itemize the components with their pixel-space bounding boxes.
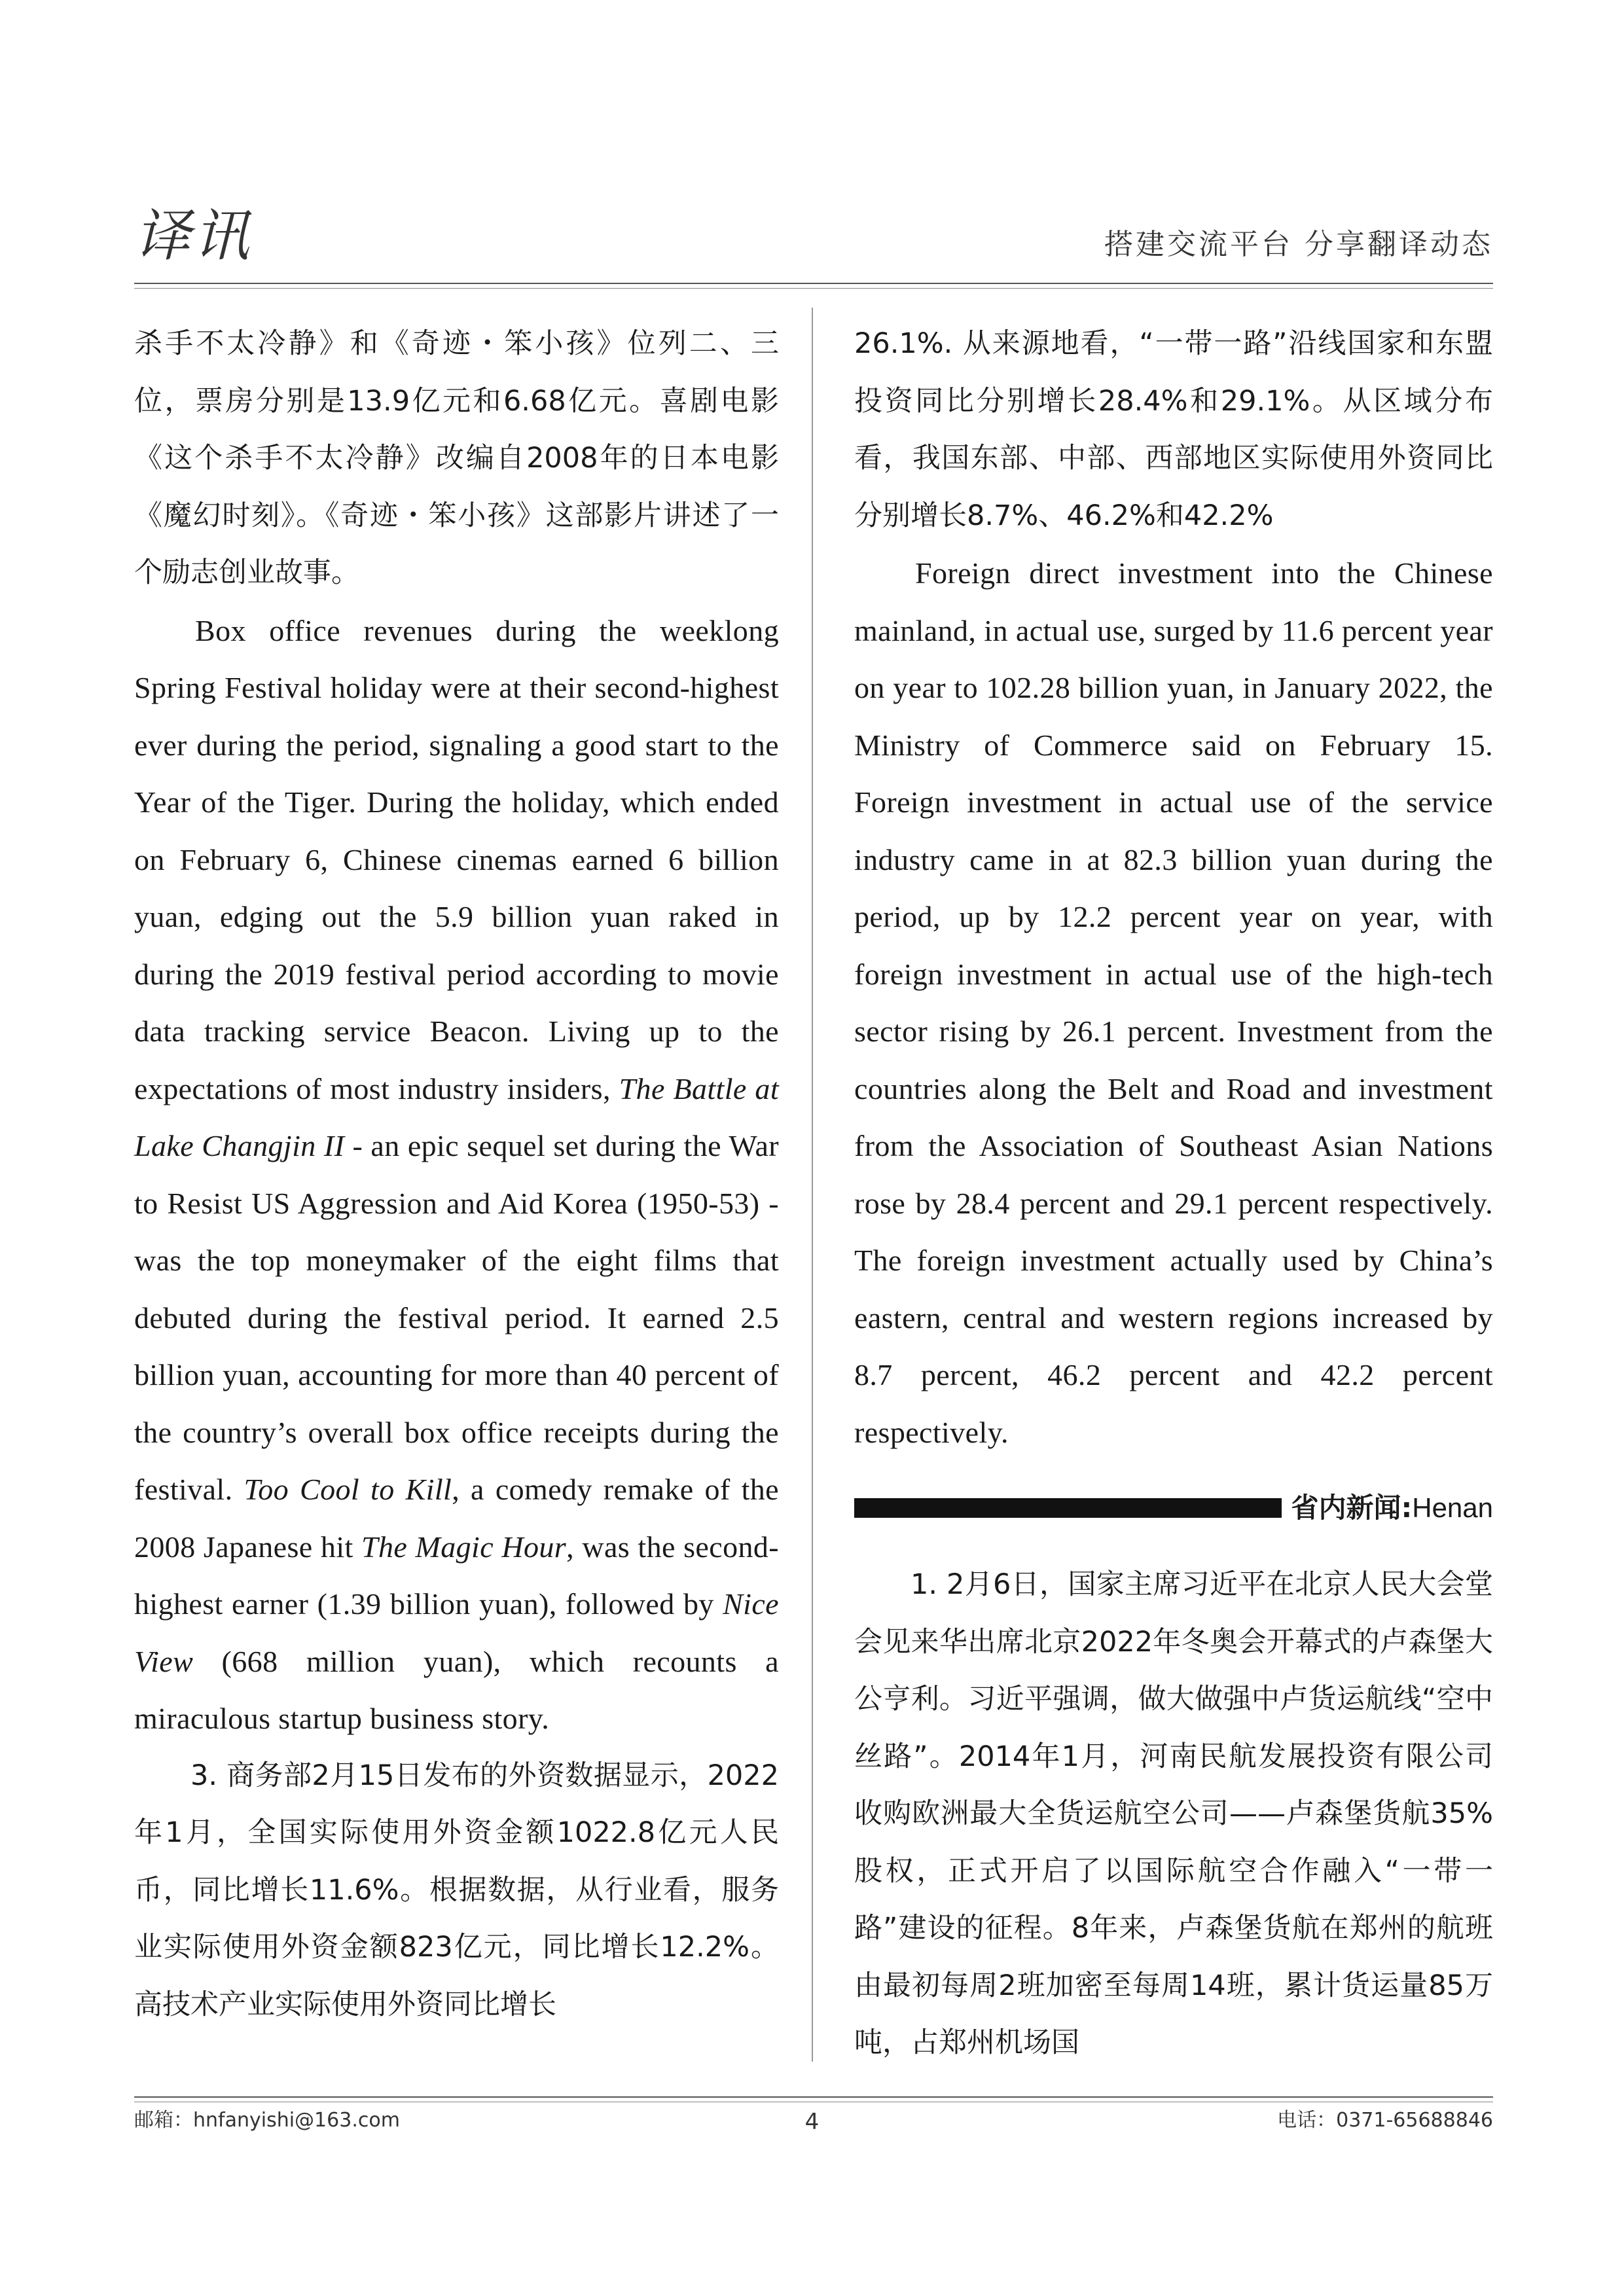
- section-label: [1291, 1479, 1493, 1537]
- section-header-henan: [854, 1488, 1493, 1528]
- film-title-battle: The Battle at Lake Changjin II: [134, 1071, 779, 1162]
- page-number: 4: [804, 2109, 820, 2135]
- text-run: Box office revenues during the weeklong Spring Festival holiday were at their second-highest ever during the period, signaling a good start to the Year of the Tiger. During the holiday, which ended on February 6, Chinese cinemas earned 6 billion yuan, edging out the 5.9 billion yuan raked in during the 2019 festival period according to movie data tracking service Beacon. Living up to the expectations of most industry insiders,: [134, 613, 779, 1105]
- text-run: (668 million yuan), which recounts a miraculous startup business story.: [134, 1644, 779, 1735]
- section-label-english: Henan: [1412, 1492, 1493, 1524]
- right-column: [854, 315, 1493, 2072]
- left-column: [134, 315, 779, 2034]
- header-rule: [134, 283, 1493, 284]
- magazine-logo: 译讯: [134, 204, 252, 269]
- footer-email: 邮箱：hnfanyishi@163.com: [134, 2109, 400, 2132]
- text-run: , a comedy remake of the 2008 Japanese hit: [134, 1473, 779, 1564]
- text-run: , was the second-highest earner (1.39 billion yuan), followed by: [134, 1530, 779, 1621]
- section-label-chinese: 省内新闻:: [1291, 1492, 1413, 1524]
- film-title-nice-view: Nice View: [134, 1587, 779, 1678]
- left-paragraph-chinese-1: 杀手不太冷静》和《奇迹・笨小孩》位列二、三位，票房分别是13.9亿元和6.68亿元。喜剧电影《这个杀手不太冷静》改编自2008年的日本电影《魔幻时刻》。《奇迹・笨小孩》这部影片讲述了一个励志创业故事。: [134, 327, 779, 589]
- column-divider: [812, 308, 813, 2062]
- right-paragraph-chinese-1: 26.1%. 从来源地看，“一带一路”沿线国家和东盟投资同比分别增长28.4%和29.1%。从区域分布看，我国东部、中部、西部地区实际使用外资同比分别增长8.7%、46.2%和42.2%: [854, 327, 1493, 532]
- text-run: - an epic sequel set during the War to Resist US Aggression and Aid Korea (1950-53) - was the top moneymaker of the eight films that debuted during the festival period. It earned 2.5 billion yuan, accounting for more than 40 percent of the country’s overall box office receipts during the festival.: [134, 1129, 779, 1506]
- section-bar: [854, 1498, 1282, 1518]
- right-paragraph-english: Foreign direct investment into the Chinese mainland, in actual use, surged by 11.6 percent year on year to 102.28 billion yuan, in January 2022, the Ministry of Commerce said on February 15. Foreign investment in actual use of the service industry came in at 82.3 billion yuan during the period, up by 12.2 percent year on year, with foreign investment in actual use of the high-tech sector rising by 26.1 percent. Investment from the countries along the Belt and Road and investment from the Association of Southeast Asian Nations rose by 28.4 percent and 29.1 percent respectively. The foreign investment actually used by China’s eastern, central and western regions increased by 8.7 percent, 46.2 percent and 42.2 percent respectively.: [854, 556, 1493, 1449]
- film-title-too-cool: Too Cool to Kill: [244, 1473, 452, 1506]
- header-rule-thin: [134, 288, 1493, 289]
- film-title-magic-hour: The Magic Hour: [361, 1530, 567, 1564]
- footer-rule: [134, 2096, 1493, 2098]
- left-paragraph-chinese-3: 3. 商务部2月15日发布的外资数据显示，2022年1月，全国实际使用外资金额1022.8亿元人民币，同比增长11.6%。根据数据，从行业看，服务业实际使用外资金额823亿元，同比增长12.2%。高技术产业实际使用外资同比增长: [134, 1759, 779, 2021]
- left-paragraph-english: [134, 602, 779, 1748]
- right-paragraph-chinese-news: 1. 2月6日，国家主席习近平在北京人民大会堂会见来华出席北京2022年冬奥会开幕式的卢森堡大公亨利。习近平强调，做大做强中卢货运航线“空中丝路”。2014年1月，河南民航发展投资有限公司收购欧洲最大全货运航空公司——卢森堡货航35%股权，正式开启了以国际航空合作融入“一带一路”建设的征程。8年来，卢森堡货航在郑州的航班由最初每周2班加密至每周14班，累计货运量85万吨，占郑州机场国: [854, 1568, 1493, 2059]
- header-slogan: 搭建交流平台 分享翻译动态: [1104, 228, 1493, 261]
- footer-phone: 电话：0371-65688846: [1277, 2109, 1493, 2132]
